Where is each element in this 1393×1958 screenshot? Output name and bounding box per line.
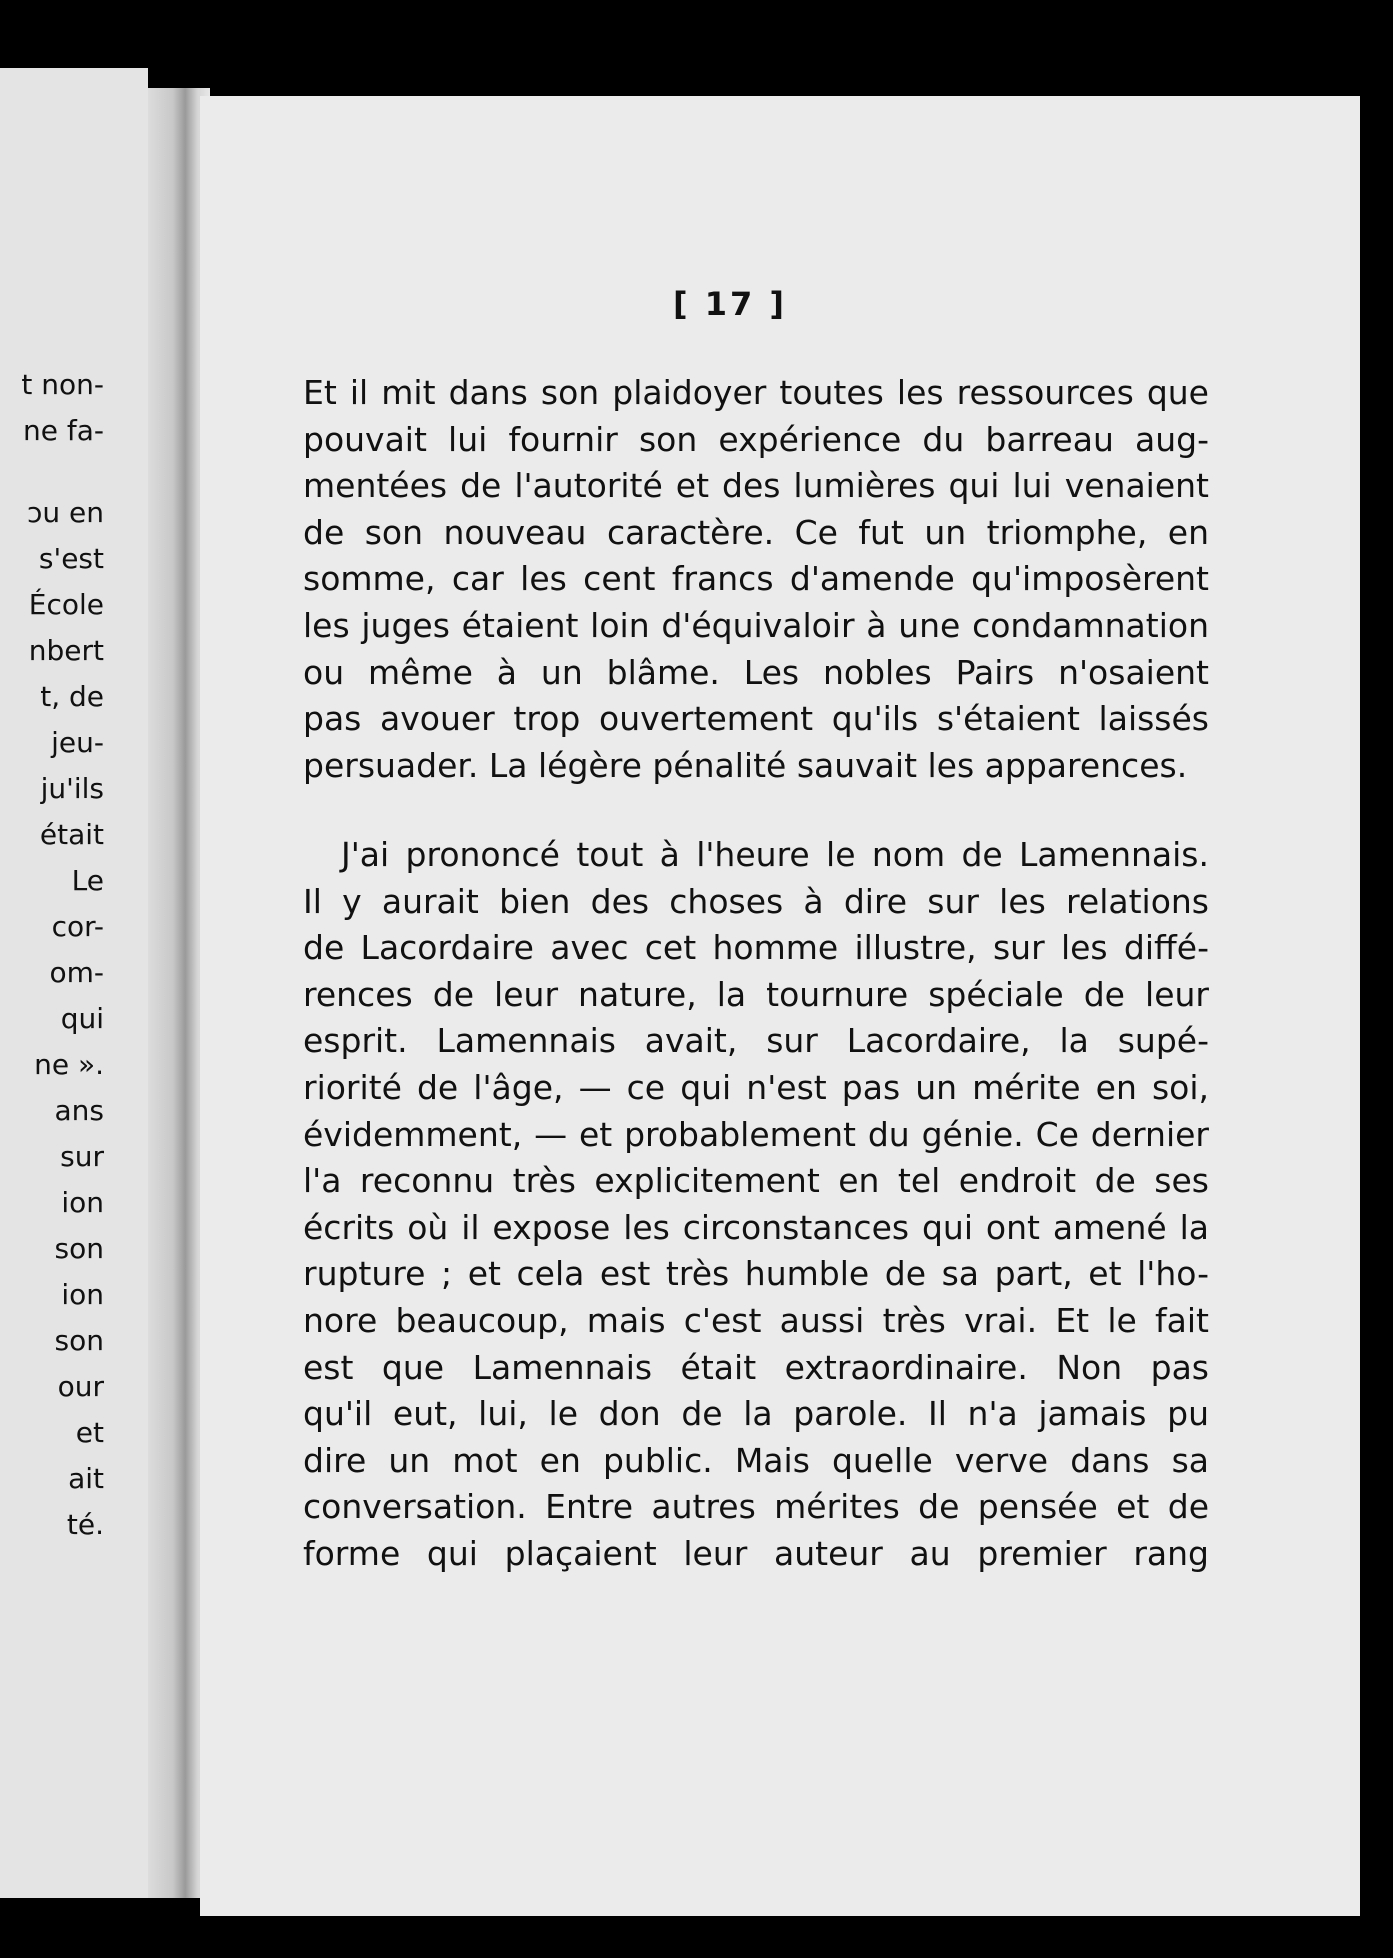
text-line: de son nouveau caractère. Ce fut un triomphe, en — [303, 512, 1209, 552]
left-fragment-line: ne ». — [34, 1048, 104, 1081]
text-line: écrits où il expose les circonstances qui ont amené la — [303, 1207, 1209, 1247]
left-fragment-line: et — [75, 1416, 104, 1449]
left-fragment-line: ait — [68, 1462, 104, 1495]
text-line: J'ai prononcé tout à l'heure le nom de Lamennais. — [341, 835, 1209, 874]
text-line: pas avouer trop ouvertement qu'ils s'étaient laissés — [303, 699, 1209, 739]
text-line: nore beaucoup, mais c'est aussi très vrai. Et le fait — [303, 1300, 1209, 1340]
text-line: riorité de l'âge, — ce qui n'est pas un mérite en soi, — [303, 1067, 1209, 1107]
text-line: somme, car les cent francs d'amende qu'imposèrent — [303, 559, 1209, 599]
left-fragment-line: était — [39, 818, 104, 851]
left-fragment-line: om- — [49, 956, 104, 989]
text-line: esprit. Lamennais avait, sur Lacordaire, la supé- — [303, 1021, 1209, 1061]
left-fragment-line: ju'ils — [40, 772, 104, 805]
text-line: qu'il eut, lui, le don de la parole. Il n'a jamais pu — [303, 1394, 1209, 1434]
text-line: rupture ; et cela est très humble de sa part, et l'ho- — [303, 1254, 1209, 1294]
paragraph-2 — [303, 832, 1209, 1578]
left-fragment-line: ion — [61, 1186, 104, 1219]
left-fragment-line — [0, 454, 104, 490]
left-fragment-line: nbert — [28, 634, 104, 667]
text-line: forme qui plaçaient leur auteur au premier rang — [303, 1533, 1209, 1573]
left-fragment-line: son — [54, 1232, 104, 1265]
left-fragment-line: our — [57, 1370, 104, 1403]
text-line: conversation. Entre autres mérites de pensée et de — [303, 1487, 1209, 1527]
left-fragment-line: sur — [60, 1140, 104, 1173]
text-line: mentées de l'autorité et des lumières qui lui venaient — [303, 466, 1209, 506]
left-fragment-line: té. — [66, 1508, 104, 1541]
left-fragment-line: École — [28, 588, 104, 621]
left-fragment-line: s'est — [38, 542, 104, 575]
page-number: [ 17 ] — [672, 285, 788, 323]
text-line: dire un mot en public. Mais quelle verve dans sa — [303, 1440, 1209, 1480]
text-line: de Lacordaire avec cet homme illustre, sur les diffé- — [303, 928, 1209, 968]
left-fragment-line: qui — [60, 1002, 104, 1035]
text-line: Il y aurait bien des choses à dire sur les relations — [303, 881, 1209, 921]
text-line: les juges étaient loin d'équivaloir à une condamnation — [303, 605, 1209, 645]
left-fragment-line: jeu- — [51, 726, 104, 759]
left-fragment-line: cor- — [51, 910, 104, 943]
left-fragment-line: Le — [71, 864, 104, 897]
left-fragment-line: t, de — [40, 680, 104, 713]
left-fragment-line: ans — [54, 1094, 104, 1127]
text-line: évidemment, — et probablement du génie. Ce dernier — [303, 1114, 1209, 1154]
text-line: persuader. La légère pénalité sauvait les apparences. — [303, 745, 1188, 785]
paragraph-1 — [303, 370, 1209, 789]
left-page-text-fragments — [0, 362, 104, 1548]
text-line: ou même à un blâme. Les nobles Pairs n'osaient — [303, 652, 1209, 692]
text-line: Et il mit dans son plaidoyer toutes les ressources que — [303, 373, 1209, 412]
left-fragment-line: ion — [61, 1278, 104, 1311]
text-line: est que Lamennais était extraordinaire. Non pas — [303, 1347, 1209, 1387]
left-fragment-line: ne fa- — [23, 414, 104, 447]
text-line: pouvait lui fournir son expérience du barreau aug- — [303, 419, 1209, 459]
text-line: l'a reconnu très explicitement en tel endroit de ses — [303, 1161, 1209, 1201]
left-fragment-line: t non- — [21, 368, 104, 401]
left-fragment-line: son — [54, 1324, 104, 1357]
text-line: rences de leur nature, la tournure spéciale de leur — [303, 974, 1209, 1014]
left-fragment-line: ɔu en — [27, 496, 104, 529]
